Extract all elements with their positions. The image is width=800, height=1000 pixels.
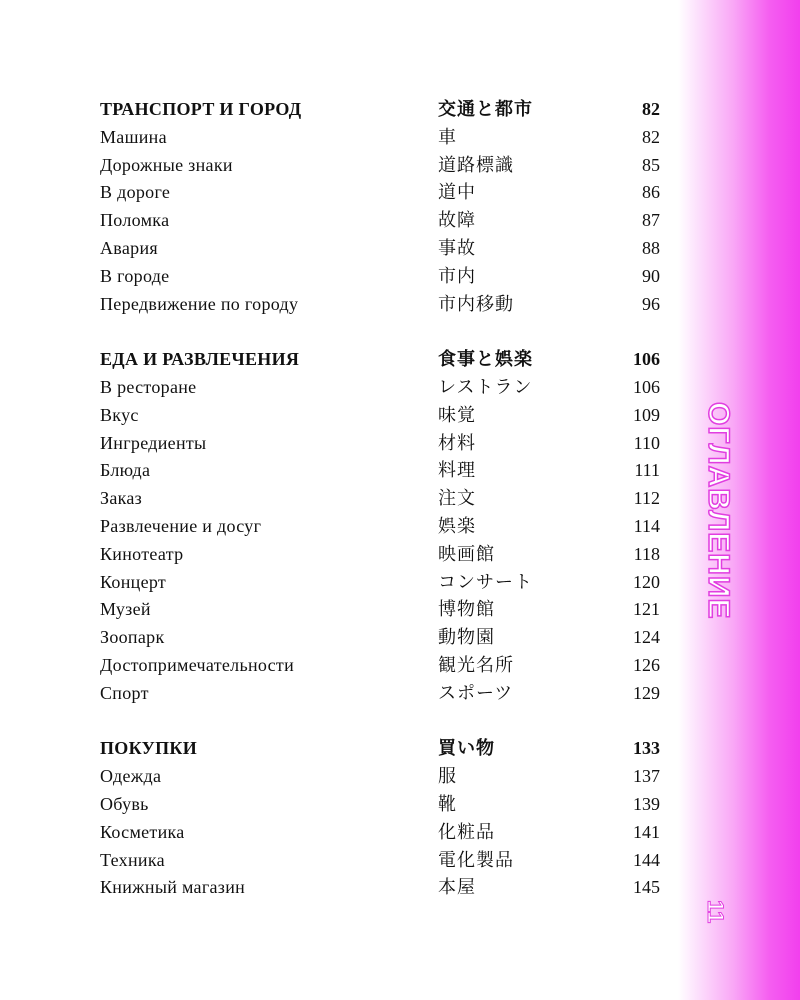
- entry-page: 144: [633, 849, 660, 870]
- entry-title-ru: Вкус: [100, 404, 139, 425]
- entry-title-jp: 博物館: [438, 599, 495, 621]
- entry-page: 90: [642, 265, 660, 286]
- section-heading-food[interactable]: [100, 346, 660, 374]
- entry-title-ru: Поломка: [100, 210, 170, 231]
- entry-page: 137: [633, 766, 660, 787]
- entry-title-ru: Передвижение по городу: [100, 293, 299, 314]
- section-spacer: [100, 318, 660, 346]
- entry-title-jp: スポーツ: [438, 682, 514, 704]
- entry-title-ru: Дорожные знаки: [100, 154, 233, 175]
- toc-entry[interactable]: [100, 374, 660, 402]
- toc-entry[interactable]: [100, 430, 660, 458]
- section-title-ru: ПОКУПКИ: [100, 738, 198, 759]
- entry-title-jp: 電化製品: [438, 849, 514, 871]
- page-number: 11: [703, 900, 728, 924]
- entry-page: 139: [633, 793, 660, 814]
- side-color-band: [678, 0, 800, 1000]
- entry-title-jp: 市内移動: [438, 293, 514, 315]
- entry-title-jp: 市内: [438, 265, 476, 287]
- section-page: 82: [642, 99, 660, 119]
- entry-page: 110: [633, 432, 660, 453]
- toc-entry[interactable]: [100, 763, 660, 791]
- entry-title-jp: 服: [438, 766, 457, 788]
- entry-page: 124: [633, 627, 660, 648]
- toc-entry[interactable]: [100, 847, 660, 875]
- entry-page: 87: [642, 210, 660, 231]
- toc-entry[interactable]: [100, 569, 660, 597]
- entry-title-ru: Блюда: [100, 460, 151, 481]
- entry-title-ru: Авария: [100, 237, 158, 258]
- entry-title-jp: 映画館: [438, 543, 495, 565]
- entry-title-jp: 化粧品: [438, 821, 495, 843]
- toc-entry[interactable]: [100, 179, 660, 207]
- entry-title-ru: Достопримечательности: [100, 654, 295, 675]
- entry-title-jp: コンサート: [438, 571, 533, 593]
- entry-title-ru: В дороге: [100, 182, 171, 203]
- toc-entry[interactable]: [100, 402, 660, 430]
- entry-title-ru: Обувь: [100, 793, 149, 814]
- entry-title-jp: 道路標識: [438, 154, 514, 176]
- entry-title-ru: Ингредиенты: [100, 432, 207, 453]
- entry-title-jp: 注文: [438, 488, 476, 510]
- sidebar-title: ОГЛАВЛЕНИЕ: [702, 402, 735, 620]
- entry-title-ru: В ресторане: [100, 376, 197, 397]
- entry-title-ru: Спорт: [100, 682, 149, 703]
- entry-page: 82: [642, 126, 660, 147]
- section-title-jp: 交通と都市: [438, 99, 533, 120]
- entry-title-ru: В городе: [100, 265, 170, 286]
- toc-entry[interactable]: [100, 874, 660, 902]
- entry-title-ru: Заказ: [100, 488, 143, 509]
- toc-entry[interactable]: [100, 124, 660, 152]
- toc-entry[interactable]: [100, 596, 660, 624]
- entry-title-jp: 事故: [438, 237, 476, 259]
- entry-title-ru: Зоопарк: [100, 627, 165, 648]
- entry-title-jp: 味覚: [438, 404, 476, 426]
- table-of-contents: [100, 96, 660, 902]
- entry-title-jp: 動物園: [438, 627, 495, 649]
- section-title-ru: ТРАНСПОРТ И ГОРОД: [100, 99, 302, 119]
- toc-entry[interactable]: [100, 513, 660, 541]
- entry-page: 126: [633, 654, 660, 675]
- entry-page: 109: [633, 404, 660, 425]
- entry-title-ru: Техника: [100, 849, 165, 870]
- entry-page: 120: [633, 571, 660, 592]
- entry-page: 106: [633, 376, 660, 397]
- toc-entry[interactable]: [100, 485, 660, 513]
- entry-page: 112: [633, 488, 660, 509]
- toc-entry[interactable]: [100, 152, 660, 180]
- section-page: 106: [633, 349, 660, 370]
- toc-entry[interactable]: [100, 541, 660, 569]
- toc-entry[interactable]: [100, 207, 660, 235]
- entry-title-ru: Книжный магазин: [100, 877, 246, 898]
- section-heading-shopping[interactable]: [100, 735, 660, 763]
- toc-entry[interactable]: [100, 680, 660, 708]
- entry-page: 141: [633, 821, 660, 842]
- toc-entry[interactable]: [100, 652, 660, 680]
- entry-title-ru: Кинотеатр: [100, 543, 184, 564]
- entry-title-jp: 観光名所: [438, 654, 514, 676]
- section-title-ru: ЕДА И РАЗВЛЕЧЕНИЯ: [100, 349, 300, 370]
- entry-title-jp: 娯楽: [438, 515, 476, 537]
- entry-page: 96: [642, 293, 660, 314]
- entry-page: 111: [634, 460, 660, 481]
- entry-title-jp: レストラン: [438, 376, 533, 398]
- entry-title-jp: 故障: [438, 210, 476, 232]
- entry-page: 114: [633, 515, 660, 536]
- entry-title-jp: 材料: [438, 432, 476, 454]
- entry-title-ru: Концерт: [100, 571, 167, 592]
- section-title-jp: 買い物: [438, 738, 495, 760]
- section-spacer: [100, 708, 660, 736]
- entry-page: 88: [642, 237, 660, 258]
- entry-title-ru: Косметика: [100, 821, 185, 842]
- entry-title-ru: Машина: [100, 126, 167, 147]
- toc-entry[interactable]: [100, 291, 660, 319]
- entry-title-jp: 道中: [438, 182, 476, 204]
- entry-title-jp: 靴: [438, 793, 457, 815]
- section-title-jp: 食事と娯楽: [438, 349, 533, 371]
- entry-page: 86: [642, 182, 660, 203]
- entry-title-jp: 料理: [438, 460, 476, 482]
- entry-title-ru: Развлечение и досуг: [100, 515, 262, 536]
- entry-page: 118: [633, 543, 660, 564]
- toc-entry[interactable]: [100, 624, 660, 652]
- entry-title-jp: 本屋: [438, 877, 476, 899]
- toc-entry[interactable]: [100, 235, 660, 263]
- entry-page: 121: [633, 599, 660, 620]
- section-heading-transport[interactable]: [100, 96, 660, 124]
- toc-entry[interactable]: [100, 263, 660, 291]
- entry-title-ru: Музей: [100, 599, 151, 620]
- entry-page: 145: [633, 877, 660, 898]
- section-page: 133: [633, 738, 660, 759]
- entry-title-ru: Одежда: [100, 766, 162, 787]
- entry-title-jp: 車: [438, 126, 457, 148]
- toc-entry[interactable]: [100, 819, 660, 847]
- entry-page: 129: [633, 682, 660, 703]
- toc-entry[interactable]: [100, 791, 660, 819]
- entry-page: 85: [642, 154, 660, 175]
- toc-entry[interactable]: [100, 457, 660, 485]
